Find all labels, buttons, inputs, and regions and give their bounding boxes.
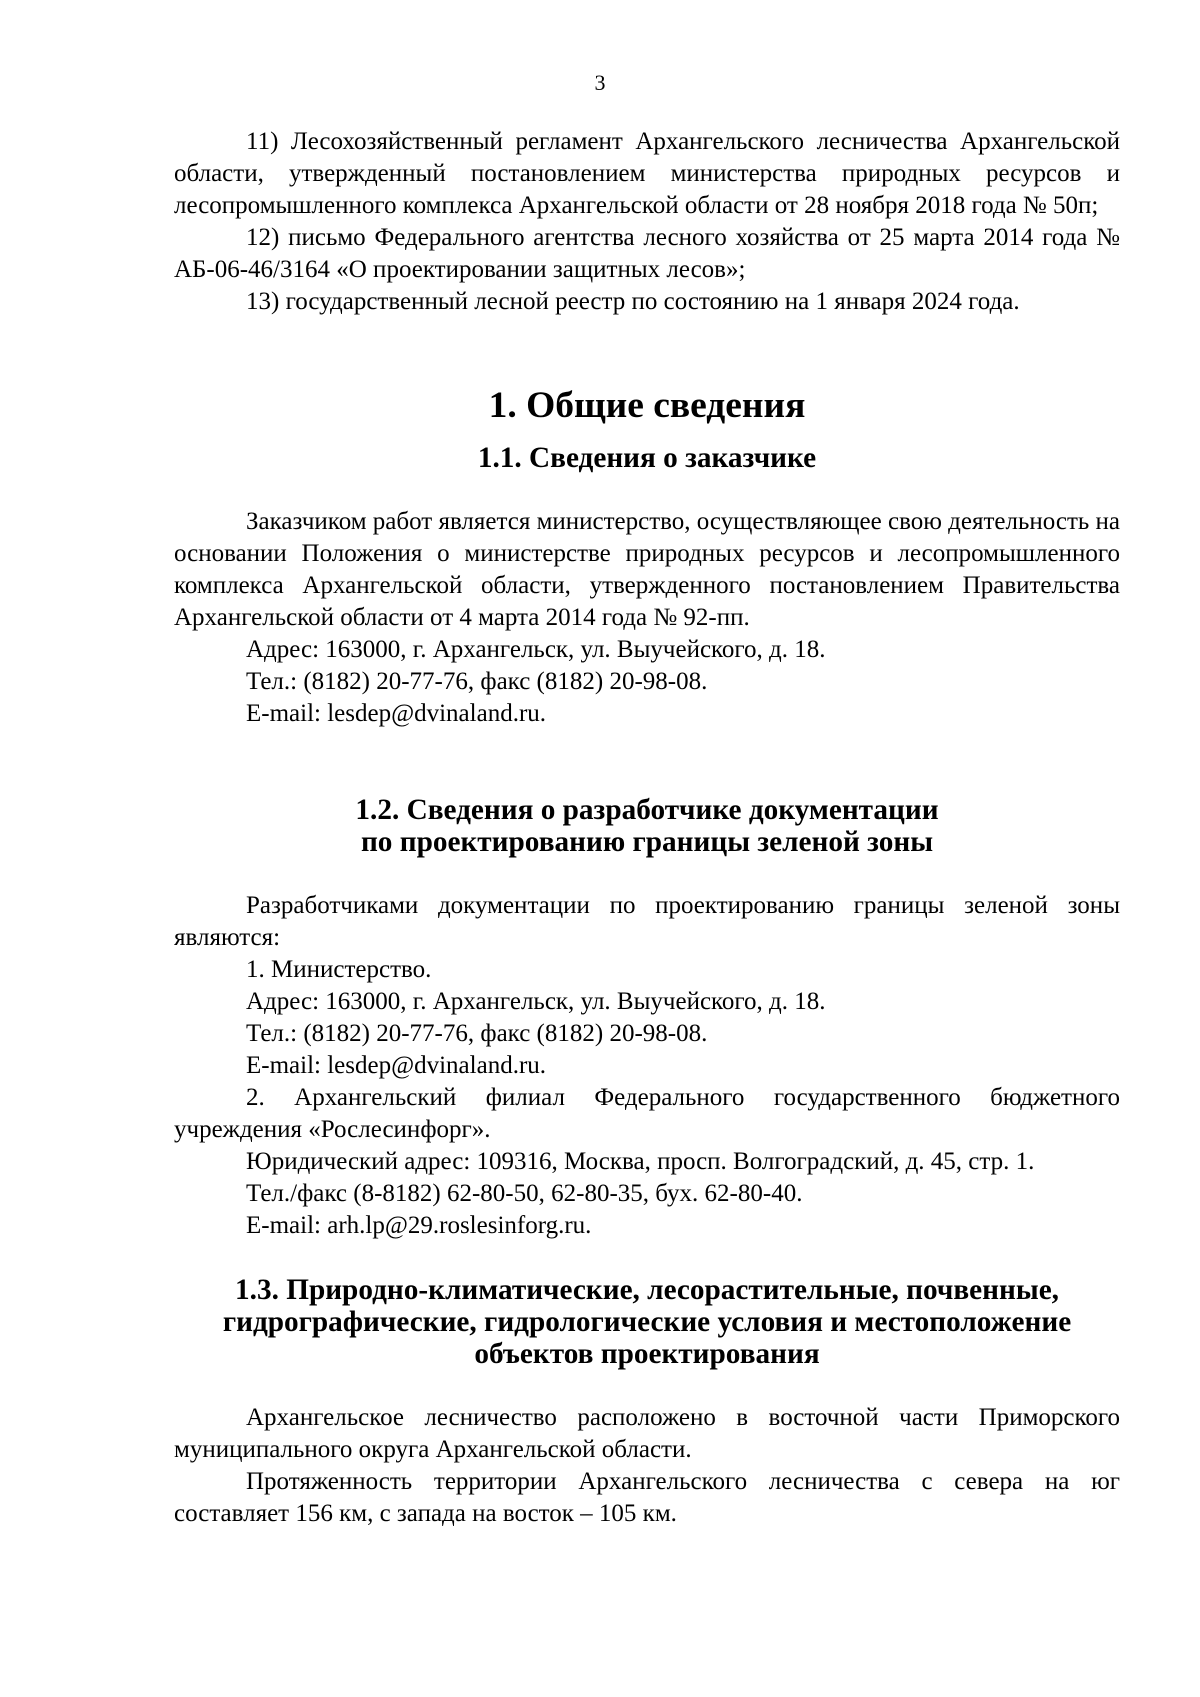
developer-1-email: E-mail: lesdep@dvinaland.ru. bbox=[246, 1052, 547, 1079]
section-1-3-title-line3: объектов проектирования bbox=[474, 1338, 820, 1370]
section-1-3-title-line2: гидрографические, гидрологические условия и местоположение bbox=[222, 1306, 1072, 1338]
section-1-3-title-line1: 1.3. Природно-климатические, лесорастительные, почвенные, bbox=[235, 1274, 1059, 1306]
developer-1-address: Адрес: 163000, г. Архангельск, ул. Выучейского, д. 18. bbox=[246, 988, 826, 1015]
customer-paragraph: Заказчиком работ является министерство, осуществляющее свою деятельность на основании Положения о министерстве природных ресурсов и лесопромышленного комплекса Архангельской области, утвержденного постановлением Правительства Архангельской области от 4 марта 2014 года № 92-пп. bbox=[174, 508, 1121, 631]
customer-info bbox=[174, 506, 1120, 730]
conditions-paragraph-1: Архангельское лесничество расположено в восточной части Приморского муниципального округа Архангельской области. bbox=[174, 1404, 1120, 1463]
developer-2-name: 2. Архангельский филиал Федерального государственного бюджетного учреждения «Рослесинфорг». bbox=[174, 1084, 1120, 1143]
section-1-2-title-line2: по проектированию границы зеленой зоны bbox=[360, 826, 934, 858]
conditions-info bbox=[174, 1402, 1120, 1530]
references-list bbox=[174, 126, 1120, 318]
page-number: 3 bbox=[594, 70, 606, 95]
reference-item-11: 11) Лесохозяйственный регламент Архангельского лесничества Архангельской области, утвержденный постановлением министерства природных ресурсов и лесопромышленного комплекса Архангельской области от 28 ноября 2018 года № 50п; bbox=[174, 128, 1120, 219]
section-1-2-title-line1: 1.2. Сведения о разработчике документации bbox=[355, 794, 939, 826]
section-1-title: 1. Общие сведения bbox=[488, 385, 806, 426]
conditions-paragraph-2: Протяженность территории Архангельского лесничества с севера на юг составляет 156 км, с запада на восток – 105 км. bbox=[174, 1468, 1120, 1527]
developer-info bbox=[174, 890, 1120, 1242]
customer-phone: Тел.: (8182) 20-77-76, факс (8182) 20-98-08. bbox=[246, 668, 708, 695]
developer-2-phone: Тел./факс (8-8182) 62-80-50, 62-80-35, бух. 62-80-40. bbox=[246, 1180, 803, 1207]
developer-1-name: 1. Министерство. bbox=[246, 956, 432, 983]
reference-item-12: 12) письмо Федерального агентства лесного хозяйства от 25 марта 2014 года № АБ-06-46/3164 «О проектировании защитных лесов»; bbox=[174, 224, 1120, 283]
developer-1-phone: Тел.: (8182) 20-77-76, факс (8182) 20-98-08. bbox=[246, 1020, 708, 1047]
customer-address: Адрес: 163000, г. Архангельск, ул. Выучейского, д. 18. bbox=[246, 636, 826, 663]
customer-email: E-mail: lesdep@dvinaland.ru. bbox=[246, 700, 547, 727]
developer-intro: Разработчиками документации по проектированию границы зеленой зоны являются: bbox=[174, 892, 1120, 951]
developer-2-address: Юридический адрес: 109316, Москва, просп. Волгоградский, д. 45, стр. 1. bbox=[246, 1148, 1035, 1175]
developer-2-email: E-mail: arh.lp@29.roslesinforg.ru. bbox=[246, 1212, 592, 1239]
reference-item-13: 13) государственный лесной реестр по состоянию на 1 января 2024 года. bbox=[246, 288, 1020, 315]
section-1-1-title: 1.1. Сведения о заказчике bbox=[477, 442, 817, 474]
